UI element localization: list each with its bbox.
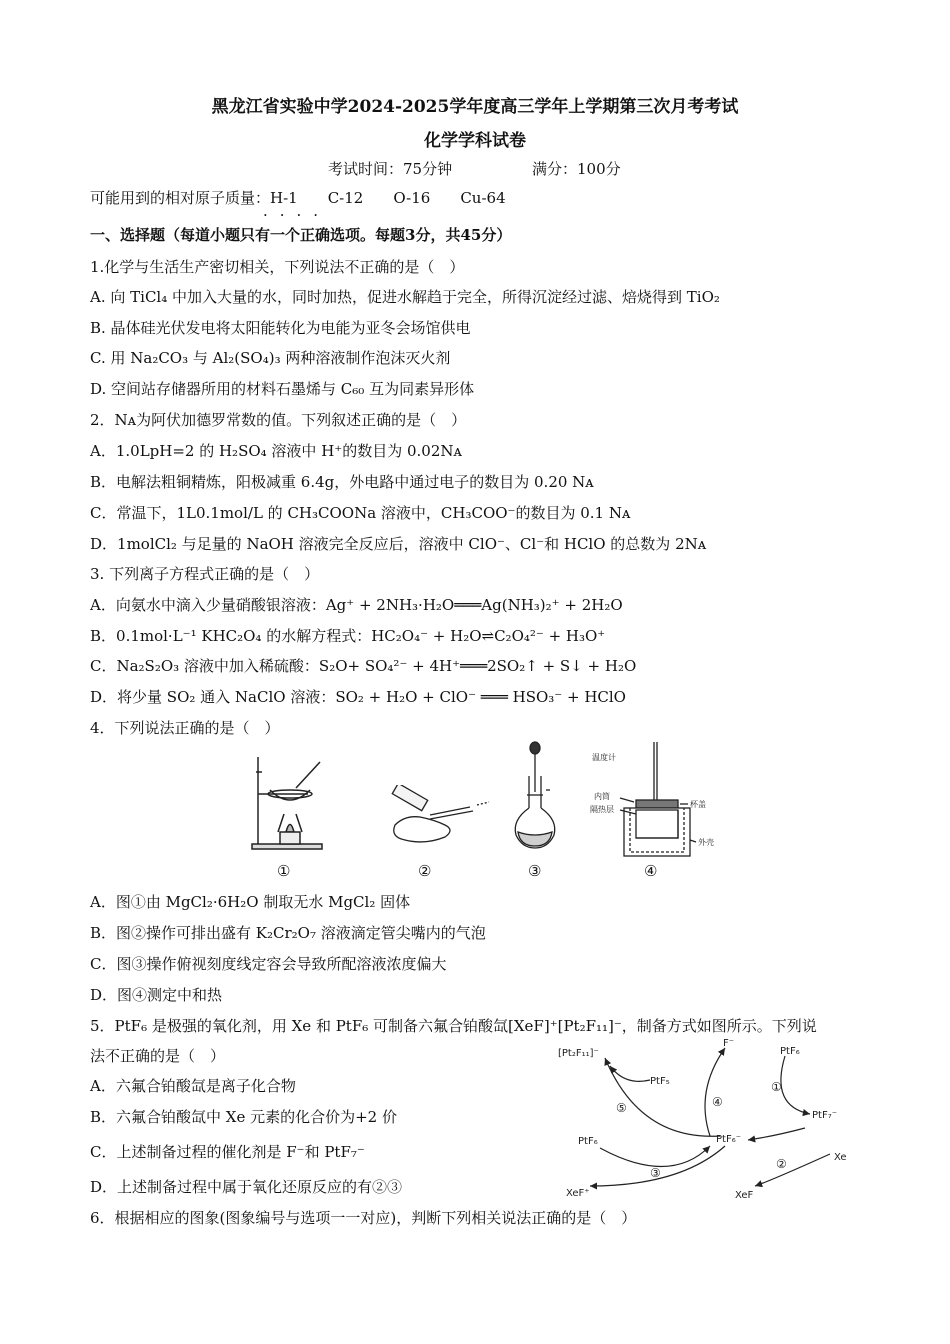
diagram-step-4: ④ bbox=[712, 1095, 723, 1109]
q3-option-c: C．Na₂S₂O₃ 溶液中加入稀硫酸：S₂O+ SO₄²⁻ + 4H⁺═══2SO₂↑ + S↓ + H₂O bbox=[90, 657, 637, 675]
q5-stem-line2: 法不正确的是（ ） bbox=[90, 1047, 226, 1065]
fig4-label-lid: 杯盖 bbox=[690, 800, 706, 809]
diagram-step-2: ② bbox=[776, 1157, 787, 1171]
fig-label-3: ③ bbox=[528, 862, 542, 880]
full-score: 满分：100分 bbox=[532, 160, 621, 178]
q3-option-d: D．将少量 SO₂ 通入 NaClO 溶液：SO₂ + H₂O + ClO⁻ ═══ HSO₃⁻ + HClO bbox=[90, 688, 626, 706]
q6-stem: 6．根据相应的图象(图象编号与选项一一对应)，判断下列相关说法正确的是（ ） bbox=[90, 1209, 637, 1227]
atomic-mass-line: 可能用到的相对原子质量：H-1 C-12 O-16 Cu-64 bbox=[90, 189, 506, 207]
q4-option-c: C．图③操作俯视刻度线定容会导致所配溶液浓度偏大 bbox=[90, 955, 447, 973]
diagram-ptf5: PtF₅ bbox=[650, 1076, 670, 1087]
q3-option-a: A．向氨水中滴入少量硝酸银溶液：Ag⁺ + 2NH₃·H₂O═══Ag(NH₃)₂⁺ + 2H₂O bbox=[90, 596, 623, 614]
emphasis-dots: ···· bbox=[263, 206, 331, 224]
exam-title: 黑龙江省实验中学2024-2025学年度高三学年上学期第三次月考考试 bbox=[211, 97, 739, 117]
q5-option-d: D．上述制备过程中属于氧化还原反应的有②③ bbox=[90, 1178, 403, 1196]
diagram-xe: Xe bbox=[834, 1152, 847, 1163]
q2-option-c: C．常温下，1L0.1mol/L 的 CH₃COONa 溶液中，CH₃COO⁻的数目为 0.1 Nᴀ bbox=[90, 504, 631, 522]
q1-option-a: A. 向 TiCl₄ 中加入大量的水，同时加热，促进水解趋于完全，所得沉淀经过滤、焙烧得到 TiO₂ bbox=[90, 288, 720, 306]
diagram-step-3: ③ bbox=[650, 1166, 661, 1180]
q4-option-b: B．图②操作可排出盛有 K₂Cr₂O₇ 溶液滴定管尖嘴内的气泡 bbox=[90, 924, 486, 942]
q1-stem: 1.化学与生活生产密切相关，下列说法不正确的是（ ） bbox=[90, 258, 465, 276]
q5-option-c: C．上述制备过程的催化剂是 F⁻和 PtF₇⁻ bbox=[90, 1143, 365, 1161]
fig4-label-shell: 外壳 bbox=[698, 838, 714, 847]
q2-option-a: A．1.0LpH=2 的 H₂SO₄ 溶液中 H⁺的数目为 0.02Nᴀ bbox=[90, 442, 462, 460]
diagram-xef: XeF bbox=[735, 1190, 754, 1201]
fig4-label-thermometer: 温度计 bbox=[592, 753, 616, 762]
fig4-label-insulation: 隔热层 bbox=[590, 805, 614, 814]
fig-label-1: ① bbox=[277, 862, 291, 880]
diagram-ptf6-left: PtF₆ bbox=[578, 1136, 598, 1147]
q1-option-d: D. 空间站存储器所用的材料石墨烯与 C₆₀ 互为同素异形体 bbox=[90, 380, 475, 398]
fig4-label-inner: 内筒 bbox=[594, 792, 610, 801]
diagram-step-1: ① bbox=[771, 1080, 782, 1094]
figure-4-calorimeter bbox=[590, 740, 720, 858]
q5-option-a: A．六氟合铂酸氙是离子化合物 bbox=[90, 1077, 296, 1095]
diagram-pt2f11: [Pt₂F₁₁]⁻ bbox=[558, 1048, 599, 1059]
q5-stem-line1: 5．PtF₆ 是极强的氧化剂，用 Xe 和 PtF₆ 可制备六氟合铂酸氙[XeF]⁺[Pt₂F₁₁]⁻，制备方式如图所示。下列说 bbox=[90, 1017, 817, 1035]
diagram-step-5: ⑤ bbox=[616, 1101, 627, 1115]
exam-time: 考试时间：75分钟 bbox=[328, 160, 453, 178]
q1-option-c: C. 用 Na₂CO₃ 与 Al₂(SO₄)₃ 两种溶液制作泡沫灭火剂 bbox=[90, 349, 451, 367]
diagram-ptf6-top: PtF₆ bbox=[780, 1046, 800, 1057]
q2-option-d: D．1molCl₂ 与足量的 NaOH 溶液完全反应后，溶液中 ClO⁻、Cl⁻和 HClO 的总数为 2Nᴀ bbox=[90, 535, 707, 553]
fig-label-4: ④ bbox=[644, 862, 658, 880]
q1-option-b: B. 晶体硅光伏发电将太阳能转化为电能为亚冬会场馆供电 bbox=[90, 319, 471, 337]
q3-option-b: B．0.1mol·L⁻¹ KHC₂O₄ 的水解方程式：HC₂O₄⁻ + H₂O⇌C₂O₄²⁻ + H₃O⁺ bbox=[90, 627, 606, 645]
section-heading: 一、选择题（每道小题只有一个正确选项。每题3分，共45分） bbox=[90, 226, 512, 244]
q2-option-b: B．电解法粗铜精炼，阳极减重 6.4g，外电路中通过电子的数目为 0.20 Nᴀ bbox=[90, 473, 594, 491]
fig-label-2: ② bbox=[418, 862, 432, 880]
q4-stem: 4．下列说法正确的是（ ） bbox=[90, 719, 280, 737]
figure-1-evaporation-apparatus bbox=[248, 752, 338, 852]
q4-option-a: A．图①由 MgCl₂·6H₂O 制取无水 MgCl₂ 固体 bbox=[90, 893, 411, 911]
diagram-ptf6-center: PtF₆⁻ bbox=[716, 1134, 741, 1145]
figure-3-volumetric-flask bbox=[510, 740, 560, 852]
q4-option-d: D．图④测定中和热 bbox=[90, 986, 223, 1004]
diagram-xef-plus: XeF⁺ bbox=[566, 1188, 590, 1199]
figure-2-burette-bubble-removal bbox=[385, 785, 495, 850]
exam-subtitle: 化学学科试卷 bbox=[424, 131, 526, 151]
q5-option-b: B．六氟合铂酸氙中 Xe 元素的化合价为+2 价 bbox=[90, 1108, 397, 1126]
q5-reaction-cycle-diagram bbox=[530, 1036, 860, 1206]
diagram-ptf7: PtF₇⁻ bbox=[812, 1110, 837, 1121]
q3-stem: 3. 下列离子方程式正确的是（ ） bbox=[90, 565, 320, 583]
q2-stem: 2．Nᴀ为阿伏加德罗常数的值。下列叙述正确的是（ ） bbox=[90, 411, 467, 429]
diagram-fminus: F⁻ bbox=[723, 1038, 735, 1049]
